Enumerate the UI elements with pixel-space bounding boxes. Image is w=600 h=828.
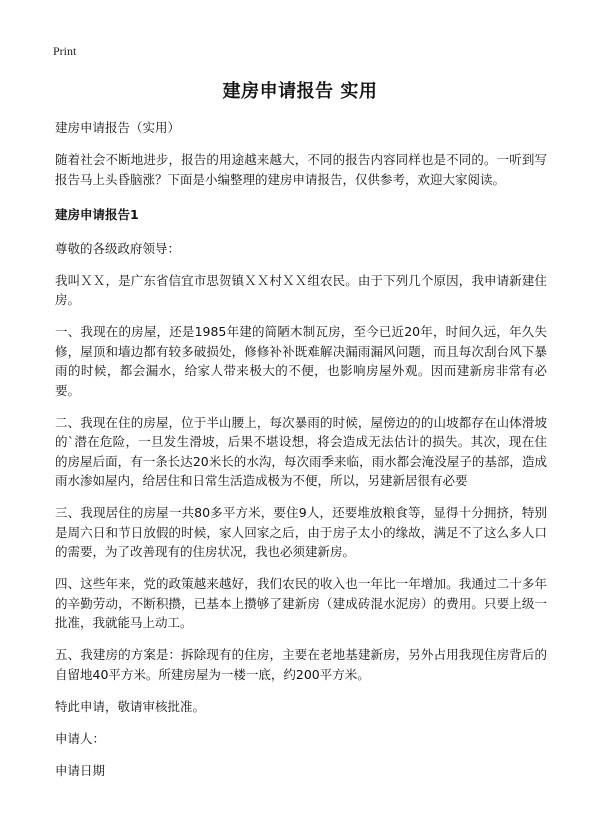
body-paragraph: 一、我现在的房屋，还是1985年建的简陋木制瓦房，至今已近20年，时间久远，年久失修，屋顶和墙边都有较多破损处，修修补补既难解决漏雨漏风问题，而且每次刮台风下暴雨的时候，都会漏水，给家人带来极大的不便，也影响房屋外观。因而建新房非常有必要。 [55, 324, 547, 398]
body-paragraph: 二、我现在住的房屋，位于半山腰上，每次暴雨的时候，屋傍边的的山坡都存在山体滑坡的`潜在危险，一旦发生滑坡，后果不堪设想，将会造成无法估计的损失。其次，现在住的房屋后面，有一条长达20米长的水沟，每次雨季来临，雨水都会淹没屋子的基部，造成雨水渗如屋内，给居住和日常生活造成极为不便，所以，另建新居很有必要 [55, 414, 547, 488]
body-paragraph: 我叫ＸＸ，是广东省信宜市思贺镇ＸＸ村ＸＸ组农民。由于下列几个原因，我申请新建住房。 [55, 272, 547, 307]
date-label: 申请日期 [55, 762, 106, 778]
intro-paragraph: 随着社会不断地进步，报告的用途越来越大，不同的报告内容同样也是不同的。一听到写报告马上头昏脑涨？下面是小编整理的建房申请报告，仅供参考，欢迎大家阅读。 [55, 152, 547, 187]
closing-line: 特此申请，敬请审核批准。 [55, 698, 206, 714]
print-link[interactable]: Print [53, 44, 77, 58]
document-body [55, 118, 547, 793]
page-title: 建房申请报告 实用 [222, 81, 378, 102]
salutation: 尊敬的各级政府领导： [55, 240, 181, 256]
body-paragraph: 三、我现居住的房屋一共80多平方米，要住9人，还要堆放粮食等，显得十分拥挤，特别是周六日和节日放假的时候，家人回家之后，由于房子太小的缘故，满足不了这么多人口的需要，为了改善现有的住房状况，我也必须建新房。 [55, 505, 547, 559]
body-paragraph: 四、这些年来，党的政策越来越好，我们农民的收入也一年比一年增加。我通过二十多年的辛勤劳动，不断积攒，已基本上攒够了建新房（建成砖混水泥房）的费用。只要上级一批准，我就能马上动工。 [55, 576, 547, 630]
document-subtitle: 建房申请报告（实用） [55, 120, 181, 135]
applicant-label: 申请人： [55, 730, 106, 746]
body-paragraph: 五、我建房的方案是：拆除现有的住房，主要在老地基建新房，另外占用我现住房背后的自留地40平方米。所建房屋为一楼一底，约200平方米。 [55, 647, 547, 682]
section-heading: 建房申请报告1 [55, 207, 139, 222]
